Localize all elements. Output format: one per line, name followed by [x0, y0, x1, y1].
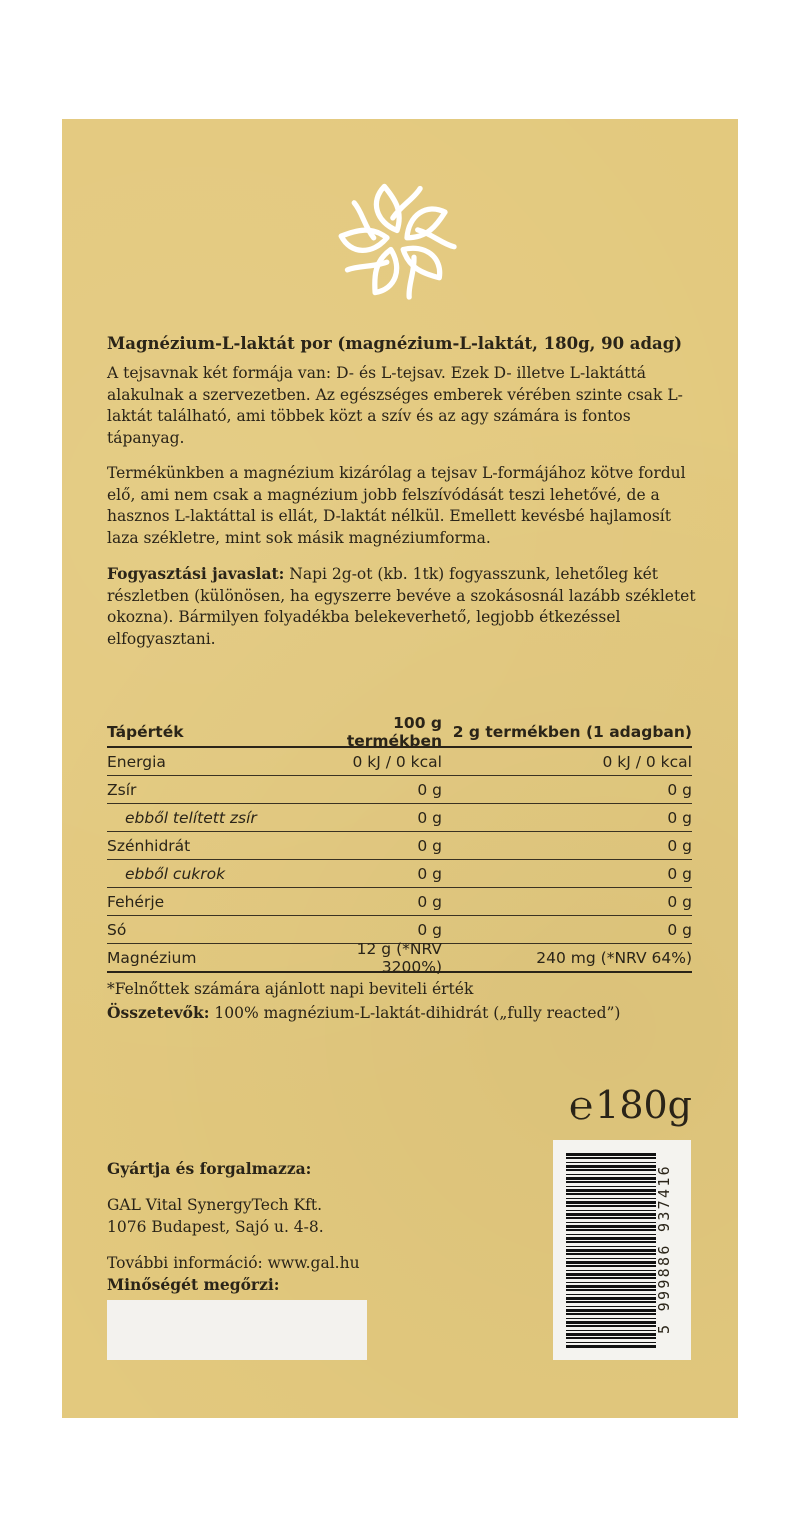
nutrient-per100: 0 g: [417, 808, 442, 827]
nutrition-header-serving: 2 g termékben (1 adagban): [452, 723, 692, 741]
nutrition-row: [107, 776, 692, 804]
manufacturer-section: [107, 1158, 527, 1296]
usage-text: Napi 2g-ot (kb. 1tk) fogyasszunk, lehetőleg két részletben (különösen, ha egyszerre bevéve a szokásosnál lazább székletet okozna). Bármilyen folyadékba belekeverhető, legjobb étkezéssel elfogyasztani.: [107, 565, 696, 648]
description-paragraph-2: Termékünkben a magnézium kizárólag a tejsav L-formájához kötve fordul elő, ami nem csak a magnézium jobb felszívódását teszi lehetővé, de a hasznos L-laktáttal is ellát, D-laktát nélkül. Emellett kevésbé hajlamosít laza székletre, mint sok másik magnéziumforma.: [107, 464, 686, 547]
nutrient-per-serving: 0 g: [667, 780, 692, 799]
nutrient-per-serving: 0 g: [667, 836, 692, 855]
nutrient-per-serving: 0 g: [667, 920, 692, 939]
net-weight: [556, 1080, 692, 1130]
nrv-footnote: *Felnőttek számára ajánlott napi beviteli érték: [107, 980, 474, 998]
net-weight-value: 180g: [595, 1083, 692, 1127]
footnotes: [107, 978, 697, 1025]
nutrition-row: [107, 860, 692, 888]
nutrient-per100: 0 g: [417, 780, 442, 799]
nutrition-row: [107, 939, 692, 976]
ingredients-label: Összetevők:: [107, 1003, 210, 1022]
nutrient-per-serving: 0 kJ / 0 kcal: [602, 752, 692, 771]
nutrient-per-serving: 0 g: [667, 808, 692, 827]
best-before-box: [107, 1300, 367, 1360]
product-title: Magnézium-L-laktát por (magnézium-L-laktát, 180g, 90 adag): [107, 334, 683, 353]
barcode-digits: 5 999886 937416: [655, 1164, 673, 1334]
nutrient-name: ebből telített zsír: [125, 808, 257, 827]
nutrient-per100: 0 g: [417, 864, 442, 883]
manufacturer-name: GAL Vital SynergyTech Kft.: [107, 1196, 323, 1214]
nutrient-name: Magnézium: [107, 948, 197, 967]
nutrient-per-serving: 0 g: [667, 864, 692, 883]
nutrition-row: [107, 748, 692, 776]
usage-paragraph: [107, 563, 697, 650]
nutrient-per100: 0 g: [417, 836, 442, 855]
nutrient-name: Zsír: [107, 780, 137, 799]
nutrient-per100: 12 g (*NRV 3200%): [356, 939, 442, 976]
nutrient-per100: 0 g: [417, 892, 442, 911]
description-paragraph-1: A tejsavnak két formája van: D- és L-tejsav. Ezek D- illetve L-laktáttá alakulnak a szervezetben. Az egészséges emberek vérében szinte csak L-laktát található, ami többek közt a szív és az agy számára is fontos tápanyag.: [107, 364, 683, 447]
best-before-label: Minőségét megőrzi:: [107, 1275, 280, 1294]
description-section: [107, 334, 697, 664]
manufacturer-heading: Gyártja és forgalmazza:: [107, 1159, 312, 1178]
nutrition-header-name: Tápérték: [107, 723, 184, 741]
ingredients-text: 100% magnézium-L-laktát-dihidrát („fully reacted”): [209, 1004, 621, 1022]
nutrition-header-row: [107, 714, 692, 750]
estimated-sign-icon: ℮: [569, 1082, 594, 1129]
barcode: [566, 1153, 656, 1349]
nutrition-row: [107, 888, 692, 916]
nutrient-name: Szénhidrát: [107, 836, 191, 855]
usage-label: Fogyasztási javaslat:: [107, 564, 285, 583]
nutrient-name: ebből cukrok: [125, 864, 226, 883]
nutrient-name: Fehérje: [107, 892, 165, 911]
nutrition-table: [107, 714, 692, 976]
flower-leaf-logo-icon: [334, 178, 460, 304]
nutrient-per100: 0 kJ / 0 kcal: [352, 752, 442, 771]
nutrition-header-per100: 100 g termékben: [346, 714, 442, 750]
nutrient-per-serving: 0 g: [667, 892, 692, 911]
nutrition-row: [107, 832, 692, 860]
nutrition-row: [107, 804, 692, 832]
nutrient-per-serving: 240 mg (*NRV 64%): [536, 948, 692, 967]
nutrient-per100: 0 g: [417, 920, 442, 939]
ingredients-line: [107, 1001, 697, 1025]
nutrient-name: Só: [107, 920, 127, 939]
more-info: További információ: www.gal.hu: [107, 1254, 360, 1272]
manufacturer-address: 1076 Budapest, Sajó u. 4-8.: [107, 1218, 324, 1236]
nutrient-name: Energia: [107, 752, 166, 771]
